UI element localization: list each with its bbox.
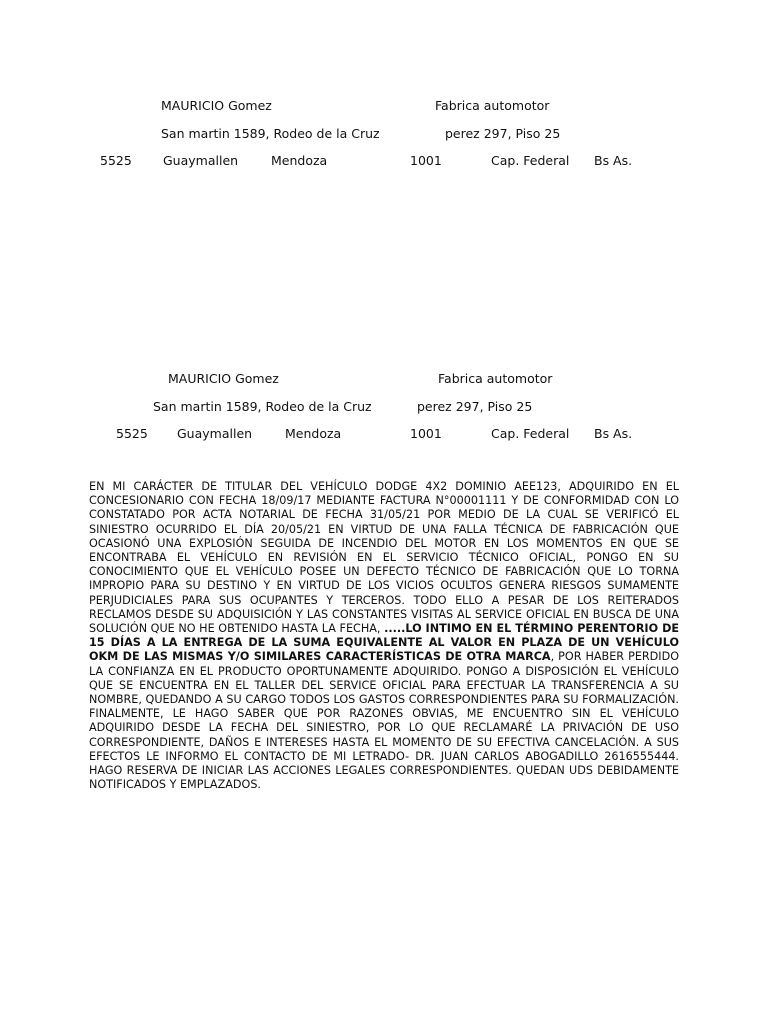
recipient-zip: 1001 <box>410 153 442 168</box>
recipient-locality: Cap. Federal <box>491 153 570 168</box>
recipient-locality: Cap. Federal <box>491 426 570 441</box>
sender-address: San martin 1589, Rodeo de la Cruz <box>153 399 372 414</box>
sender-address: San martin 1589, Rodeo de la Cruz <box>161 126 380 141</box>
recipient-address: perez 297, Piso 25 <box>417 399 533 414</box>
sender-name: MAURICIO Gomez <box>168 371 279 386</box>
recipient-province: Bs As. <box>594 153 633 168</box>
letter-body <box>89 480 679 792</box>
letter-text-part-1: EN MI CARÁCTER DE TITULAR DEL VEHÍCULO DODGE 4X2 DOMINIO AEE123, ADQUIRIDO EN EL CONCESIONARIO CON FECHA 18/09/17 MEDIANTE FACTURA N°00001111 Y DE CONFORMIDAD CON LO CONSTATADO POR ACTA NOTARIAL DE FECHA 31/05/21 POR MEDIO DE LA CUAL SE VERIFICÓ EL SINIESTRO OCURRIDO EL DÍA 20/05/21 EN VIRTUD DE UNA FALLA TÉCNICA DE FABRICACIÓN QUE OCASIONÓ UNA EXPLOSIÓN SEGUIDA DE INCENDIO DEL MOTOR EN LOS MOMENTOS EN QUE SE ENCONTRABA EL VEHÍCULO EN REVISIÓN EN EL SERVICIO TÉCNICO OFICIAL, PONGO EN SU CONOCIMIENTO QUE EL VEHÍCULO POSEE UN DEFECTO TÉCNICO DE FABRICACIÓN QUE LO TORNA IMPROPIO PARA SU DESTINO Y EN VIRTUD DE LOS VICIOS OCULTOS GENERA RIESGOS SUMAMENTE PERJUDICIALES PARA SUS OCUPANTES Y TERCEROS. TODO ELLO A PESAR DE LOS REITERADOS RECLAMOS DESDE SU ADQUISICIÓN Y LAS CONSTANTES VISITAS AL SERVICE OFICIAL EN BUSCA DE UNA SOLUCIÓN QUE NO HE OBTENIDO HASTA LA FECHA, <box>89 480 679 636</box>
recipient-name: Fabrica automotor <box>438 371 553 386</box>
letter-text-part-3: , POR HABER PERDIDO LA CONFIANZA EN EL PRODUCTO OPORTUNAMENTE ADQUIRIDO. PONGO A DISPOSICIÓN EL VEHÍCULO QUE SE ENCUENTRA EN EL TALLER DEL SERVICE OFICIAL PARA EFECTUAR LA TRANSFERENCIA A SU NOMBRE, QUEDANDO A SU CARGO TODOS LOS GASTOS CORRESPONDIENTES PARA SU FORMALIZACIÓN. FINALMENTE, LE HAGO SABER QUE POR RAZONES OBVIAS, ME ENCUENTRO SIN EL VEHÍCULO ADQUIRIDO DESDE LA FECHA DEL SINIESTRO, POR LO QUE RECLAMARÉ LA PRIVACIÓN DE USO CORRESPONDIENTE, DAÑOS E INTERESES HASTA EL MOMENTO DE SU EFECTIVA CANCELACIÓN. A SUS EFECTOS LE INFORMO EL CONTACTO DE MI LETRADO- DR. JUAN CARLOS ABOGADILLO 2616555444. HAGO RESERVA DE INICIAR LAS ACCIONES LEGALES CORRESPONDIENTES. QUEDAN UDS DEBIDAMENTE NOTIFICADOS Y EMPLAZADOS. <box>89 650 680 792</box>
sender-name: MAURICIO Gomez <box>161 98 272 113</box>
sender-zip: 5525 <box>116 426 148 441</box>
recipient-address: perez 297, Piso 25 <box>445 126 561 141</box>
recipient-province: Bs As. <box>594 426 633 441</box>
sender-zip: 5525 <box>100 153 132 168</box>
sender-province: Mendoza <box>285 426 342 441</box>
recipient-zip: 1001 <box>410 426 442 441</box>
sender-province: Mendoza <box>271 153 328 168</box>
sender-locality: Guaymallen <box>163 153 239 168</box>
letter-text-demand-bold: .....LO INTIMO EN EL TÉRMINO PERENTORIO DE 15 DÍAS A LA ENTREGA DE LA SUMA EQUIVALENTE AL VALOR EN PLAZA DE UN VEHÍCULO OKM DE LAS MISMAS Y/O SIMILARES CARACTERÍSTICAS DE OTRA MARCA <box>89 622 679 664</box>
sender-locality: Guaymallen <box>177 426 253 441</box>
recipient-name: Fabrica automotor <box>435 98 550 113</box>
